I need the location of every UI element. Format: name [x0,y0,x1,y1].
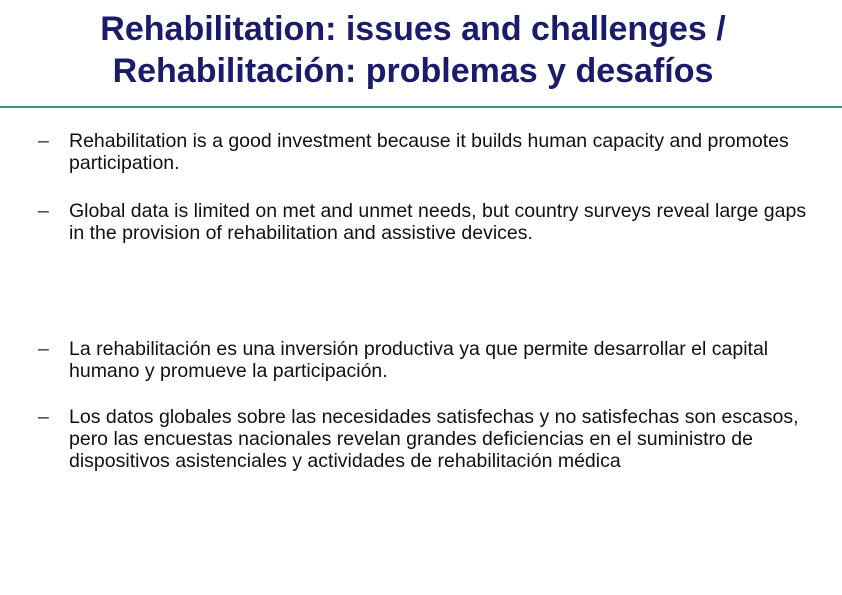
bullet-text: La rehabilitación es una inversión productiva ya que permite desarrollar el capital humano y promueve la participación. [69,338,769,382]
bullet-dash-icon: – [38,130,49,152]
bullet-item [38,406,808,472]
title-divider [0,106,842,108]
bullet-dash-icon: – [38,200,49,222]
bullet-text: Los datos globales sobre las necesidades satisfechas y no satisfechas son escasos, pero las encuestas nacionales revelan grandes deficiencias en el suministro de dispositivos asistenciales y actividades de rehabilitación médica [69,406,799,472]
slide-title [0,8,826,92]
bullet-text: Rehabilitation is a good investment because it builds human capacity and promotes participation. [69,130,789,174]
bullet-item [38,200,808,244]
bullet-text: Global data is limited on met and unmet needs, but country surveys reveal large gaps in the provision of rehabilitation and assistive devices. [69,200,807,244]
bullet-dash-icon: – [38,338,49,360]
slide-title-line-2: Rehabilitación: problemas y desafíos [112,52,714,90]
bullet-item [38,130,808,174]
bullet-dash-icon: – [38,406,49,428]
bullet-item [38,338,808,382]
slide-title-line-1: Rehabilitation: issues and challenges / [100,10,726,48]
